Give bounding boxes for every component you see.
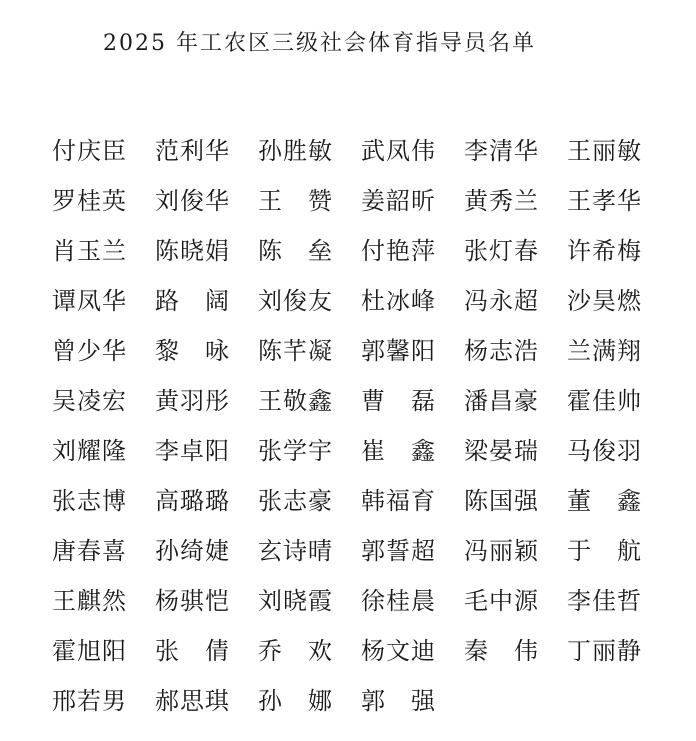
name-cell — [464, 533, 567, 569]
name-cell — [155, 533, 258, 569]
person-name: 陈 芊 凝 — [258, 337, 332, 365]
name-row — [52, 326, 652, 376]
name-cell — [258, 433, 361, 469]
person-name: 曹 磊 — [361, 387, 435, 415]
person-name: 杨 骐 恺 — [155, 587, 229, 615]
person-name: 玄 诗 晴 — [258, 537, 332, 565]
name-cell — [155, 633, 258, 669]
name-cell — [258, 333, 361, 369]
person-name: 刘 晓 霞 — [258, 587, 332, 615]
name-row — [52, 526, 652, 576]
name-cell — [361, 183, 464, 219]
person-name: 黄 秀 兰 — [464, 187, 538, 215]
name-cell — [464, 183, 567, 219]
person-name: 乔 欢 — [258, 637, 332, 665]
name-list — [52, 126, 652, 726]
name-cell — [361, 433, 464, 469]
person-name: 秦 伟 — [464, 637, 538, 665]
name-cell — [258, 483, 361, 519]
name-cell — [464, 233, 567, 269]
name-cell — [361, 233, 464, 269]
person-name: 于 航 — [567, 537, 641, 565]
person-name: 高 璐 璐 — [155, 487, 229, 515]
person-name: 李 卓 阳 — [155, 437, 229, 465]
name-row — [52, 276, 652, 326]
name-cell — [52, 333, 155, 369]
person-name: 杜 冰 峰 — [361, 287, 435, 315]
person-name: 陈 晓 娟 — [155, 237, 229, 265]
person-name: 曾 少 华 — [52, 337, 126, 365]
name-cell — [52, 233, 155, 269]
person-name: 丁 丽 静 — [567, 637, 641, 665]
name-cell — [464, 133, 567, 169]
name-cell — [258, 583, 361, 619]
person-name: 郝 思 琪 — [155, 687, 229, 715]
name-cell — [361, 683, 464, 719]
person-name: 李 佳 哲 — [567, 587, 641, 615]
name-cell — [155, 683, 258, 719]
name-cell — [567, 283, 670, 319]
name-cell — [567, 533, 670, 569]
name-cell — [155, 483, 258, 519]
person-name: 梁 晏 瑞 — [464, 437, 538, 465]
person-name: 谭 凤 华 — [52, 287, 126, 315]
person-name: 毛 中 源 — [464, 587, 538, 615]
person-name: 马 俊 羽 — [567, 437, 641, 465]
name-cell — [567, 383, 670, 419]
name-cell — [52, 583, 155, 619]
name-cell — [567, 583, 670, 619]
person-name: 黄 羽 彤 — [155, 387, 229, 415]
person-name: 刘 俊 友 — [258, 287, 332, 315]
name-cell — [52, 283, 155, 319]
name-cell — [567, 133, 670, 169]
person-name: 张 志 豪 — [258, 487, 332, 515]
person-name: 孙 绮 婕 — [155, 537, 229, 565]
name-cell — [361, 533, 464, 569]
person-name: 霍 旭 阳 — [52, 637, 126, 665]
person-name: 李 清 华 — [464, 137, 538, 165]
person-name: 王 敬 鑫 — [258, 387, 332, 415]
name-row — [52, 626, 652, 676]
person-name: 郭 馨 阳 — [361, 337, 435, 365]
name-cell — [258, 383, 361, 419]
name-cell — [155, 183, 258, 219]
name-row — [52, 126, 652, 176]
person-name: 董 鑫 — [567, 487, 641, 515]
person-name: 冯 永 超 — [464, 287, 538, 315]
person-name: 张 学 宇 — [258, 437, 332, 465]
name-cell — [155, 133, 258, 169]
name-cell — [52, 483, 155, 519]
person-name: 陈 垒 — [258, 237, 332, 265]
name-row — [52, 576, 652, 626]
name-cell — [258, 533, 361, 569]
name-cell — [361, 383, 464, 419]
name-cell — [155, 283, 258, 319]
person-name: 潘 昌 豪 — [464, 387, 538, 415]
name-cell — [155, 583, 258, 619]
name-cell — [52, 683, 155, 719]
person-name: 孙 娜 — [258, 687, 332, 715]
person-name: 黎 咏 — [155, 337, 229, 365]
person-name: 张 志 博 — [52, 487, 126, 515]
person-name: 王 丽 敏 — [567, 137, 641, 165]
name-cell — [155, 433, 258, 469]
name-cell — [258, 683, 361, 719]
person-name: 吴 凌 宏 — [52, 387, 126, 415]
person-name: 韩 福 育 — [361, 487, 435, 515]
name-cell — [52, 533, 155, 569]
name-cell — [361, 483, 464, 519]
name-cell — [258, 133, 361, 169]
name-cell — [567, 183, 670, 219]
person-name: 路 阔 — [155, 287, 229, 315]
person-name: 冯 丽 颖 — [464, 537, 538, 565]
name-cell — [258, 633, 361, 669]
name-cell — [52, 133, 155, 169]
name-cell — [52, 633, 155, 669]
person-name: 张 灯 春 — [464, 237, 538, 265]
name-cell — [52, 383, 155, 419]
name-cell — [464, 483, 567, 519]
person-name: 徐 桂 晨 — [361, 587, 435, 615]
person-name: 肖 玉 兰 — [52, 237, 126, 265]
name-cell — [464, 583, 567, 619]
person-name: 刘 俊 华 — [155, 187, 229, 215]
name-cell — [567, 633, 670, 669]
person-name: 张 倩 — [155, 637, 229, 665]
person-name: 罗 桂 英 — [52, 187, 126, 215]
name-row — [52, 376, 652, 426]
name-cell — [464, 283, 567, 319]
name-cell — [155, 233, 258, 269]
name-row — [52, 226, 652, 276]
person-name: 王 麒 然 — [52, 587, 126, 615]
person-name: 孙 胜 敏 — [258, 137, 332, 165]
name-cell — [361, 283, 464, 319]
person-name: 许 希 梅 — [567, 237, 641, 265]
person-name: 崔 鑫 — [361, 437, 435, 465]
name-cell — [52, 433, 155, 469]
name-cell — [464, 633, 567, 669]
person-name: 王 赞 — [258, 187, 332, 215]
name-cell — [567, 333, 670, 369]
person-name: 付 艳 萍 — [361, 237, 435, 265]
name-cell — [567, 233, 670, 269]
name-cell — [155, 383, 258, 419]
name-cell — [464, 433, 567, 469]
name-cell — [258, 283, 361, 319]
name-cell — [567, 483, 670, 519]
name-cell — [361, 633, 464, 669]
person-name: 兰 满 翔 — [567, 337, 641, 365]
name-cell — [361, 583, 464, 619]
person-name: 杨 文 迪 — [361, 637, 435, 665]
person-name: 沙 昊 燃 — [567, 287, 641, 315]
person-name: 唐 春 喜 — [52, 537, 126, 565]
name-cell — [52, 183, 155, 219]
name-cell — [464, 383, 567, 419]
person-name: 郭 强 — [361, 687, 435, 715]
name-cell — [567, 433, 670, 469]
name-cell — [258, 183, 361, 219]
name-cell — [155, 333, 258, 369]
person-name: 陈 国 强 — [464, 487, 538, 515]
person-name: 范 利 华 — [155, 137, 229, 165]
name-cell — [464, 333, 567, 369]
person-name: 姜 韶 昕 — [361, 187, 435, 215]
person-name: 刘 耀 隆 — [52, 437, 126, 465]
person-name: 霍 佳 帅 — [567, 387, 641, 415]
person-name: 邢 若 男 — [52, 687, 126, 715]
name-cell — [361, 133, 464, 169]
person-name: 杨 志 浩 — [464, 337, 538, 365]
name-row — [52, 676, 652, 726]
person-name: 王 孝 华 — [567, 187, 641, 215]
name-row — [52, 176, 652, 226]
name-cell — [361, 333, 464, 369]
name-row — [52, 426, 652, 476]
person-name: 付 庆 臣 — [52, 137, 126, 165]
name-cell — [258, 233, 361, 269]
name-row — [52, 476, 652, 526]
person-name: 郭 誓 超 — [361, 537, 435, 565]
person-name: 武 凤 伟 — [361, 137, 435, 165]
document-title: 2025 年工农区三级社会体育指导员名单 — [103, 31, 536, 56]
